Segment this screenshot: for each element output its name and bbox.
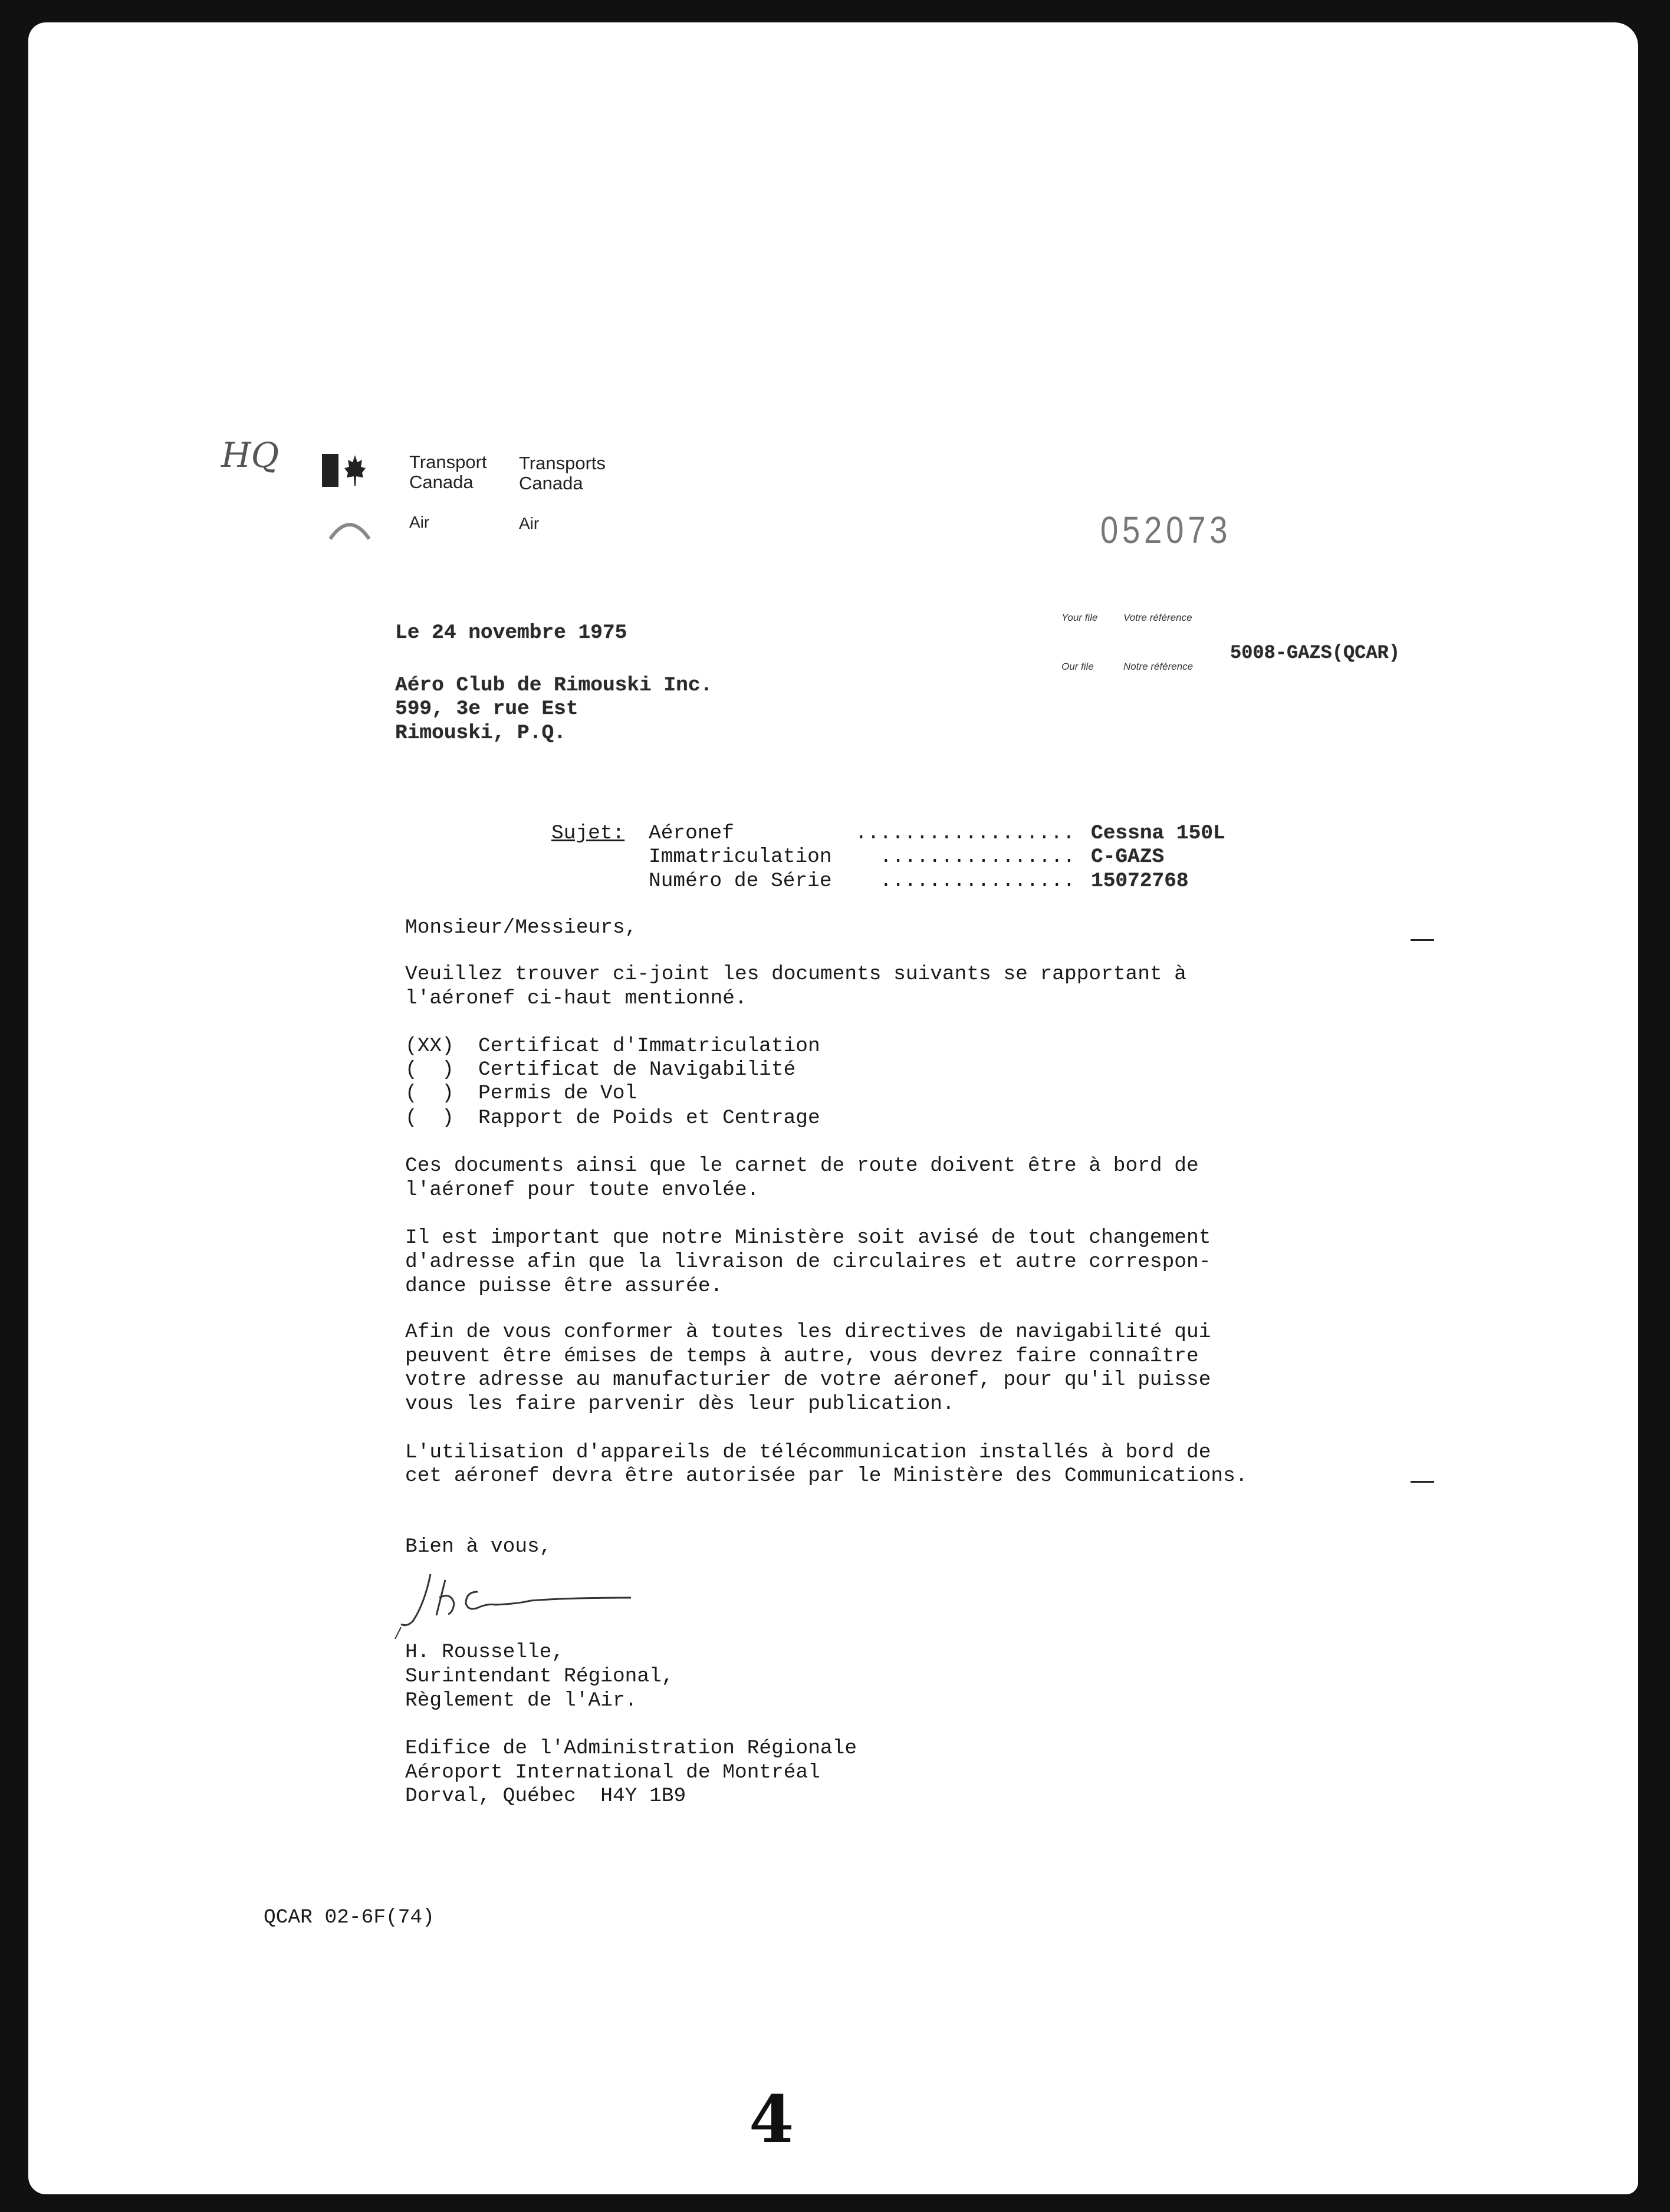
our-file-value: 5008-GAZS(QCAR) — [1230, 642, 1401, 664]
checklist-mark-3: ( ) — [405, 1082, 454, 1105]
signatory-title: Surintendant Régional, — [405, 1665, 674, 1688]
division-en: Air — [409, 513, 430, 531]
signatory-name: H. Rousselle, — [405, 1641, 564, 1664]
org-name-en-line1: Transport — [409, 452, 487, 472]
your-file-label-fr: Votre référence — [1123, 612, 1192, 623]
paragraph-4-line-1: L'utilisation d'appareils de télécommunication installés à bord de — [405, 1441, 1211, 1464]
subject-aircraft-label: Aéronef — [649, 822, 734, 845]
subject-aircraft-value: Cessna 150L — [1091, 822, 1225, 845]
recipient-line-3: Rimouski, P.Q. — [395, 722, 566, 745]
division-fr: Air — [519, 514, 540, 532]
intro-line-2: l'aéronef ci-haut mentionné. — [405, 987, 747, 1010]
stamped-number: 052073 — [1100, 509, 1232, 551]
subject-serial-value: 15072768 — [1091, 870, 1189, 893]
recipient-line-2: 599, 3e rue Est — [395, 697, 578, 720]
paragraph-1-line-2: l'aéronef pour toute envolée. — [405, 1179, 760, 1202]
letter-date: Le 24 novembre 1975 — [395, 621, 627, 644]
maple-leaf-icon — [343, 454, 367, 487]
salutation: Monsieur/Messieurs, — [405, 916, 637, 939]
paragraph-2-line-2: d'adresse afin que la livraison de circulaires et autre correspon- — [405, 1250, 1211, 1273]
letter-page — [28, 22, 1638, 2194]
org-name-fr-line2: Canada — [519, 473, 583, 493]
subject-aircraft-dots: .................. — [855, 822, 1075, 845]
form-code: QCAR 02-6F(74) — [264, 1906, 435, 1929]
paragraph-3-line-4: vous les faire parvenir dès leur publication. — [405, 1393, 955, 1416]
your-file-label: Your file — [1061, 612, 1098, 623]
our-file-label-fr: Notre référence — [1123, 661, 1194, 672]
margin-dash — [1411, 1481, 1434, 1483]
closing: Bien à vous, — [405, 1535, 552, 1558]
subject-label: Sujet: — [551, 822, 625, 845]
checklist-label-4: Rapport de Poids et Centrage — [478, 1107, 820, 1130]
subject-serial-dots: ................ — [880, 870, 1076, 893]
checklist-label-2: Certificat de Navigabilité — [478, 1058, 796, 1081]
sender-address-line-2: Aéroport International de Montréal — [405, 1761, 820, 1784]
checklist-label-1: Certificat d'Immatriculation — [478, 1035, 820, 1058]
recipient-line-1: Aéro Club de Rimouski Inc. — [395, 674, 713, 697]
org-name-fr-line1: Transports — [519, 453, 606, 473]
paragraph-3-line-2: peuvent être émises de temps à autre, vous devrez faire connaître — [405, 1345, 1199, 1368]
paragraph-2-line-3: dance puisse être assurée. — [405, 1275, 723, 1298]
canada-flag-bar-icon — [322, 454, 338, 487]
subject-serial-label: Numéro de Série — [649, 870, 832, 893]
paragraph-3-line-1: Afin de vous conformer à toutes les directives de navigabilité qui — [405, 1321, 1211, 1344]
paragraph-1-line-1: Ces documents ainsi que le carnet de route doivent être à bord de — [405, 1154, 1199, 1177]
checklist-mark-4: ( ) — [405, 1107, 454, 1130]
checklist-mark-1: (XX) — [405, 1035, 454, 1058]
bottom-handwritten-mark: 4 — [749, 2081, 794, 2157]
margin-dash — [1411, 939, 1434, 941]
checklist-label-3: Permis de Vol — [478, 1082, 637, 1105]
intro-line-1: Veuillez trouver ci-joint les documents suivants se rapportant à — [405, 963, 1187, 986]
subject-registration-label: Immatriculation — [649, 845, 832, 868]
org-name-en-line2: Canada — [409, 472, 474, 492]
sender-address-line-1: Edifice de l'Administration Régionale — [405, 1737, 857, 1760]
air-division-arc-icon — [328, 516, 372, 540]
checklist-mark-2: ( ) — [405, 1058, 454, 1081]
sender-address-line-3: Dorval, Québec H4Y 1B9 — [405, 1785, 686, 1808]
paragraph-3-line-3: votre adresse au manufacturier de votre aéronef, pour qu'il puisse — [405, 1368, 1211, 1391]
signatory-department: Règlement de l'Air. — [405, 1689, 637, 1712]
subject-registration-dots: ................ — [880, 845, 1076, 868]
handwritten-signature — [377, 1568, 649, 1639]
subject-registration-value: C-GAZS — [1091, 845, 1165, 868]
paragraph-2-line-1: Il est important que notre Ministère soit avisé de tout changement — [405, 1226, 1211, 1249]
our-file-label: Our file — [1061, 661, 1094, 672]
paragraph-4-line-2: cet aéronef devra être autorisée par le Ministère des Communications. — [405, 1464, 1248, 1487]
handwritten-initials: HQ — [221, 435, 280, 475]
